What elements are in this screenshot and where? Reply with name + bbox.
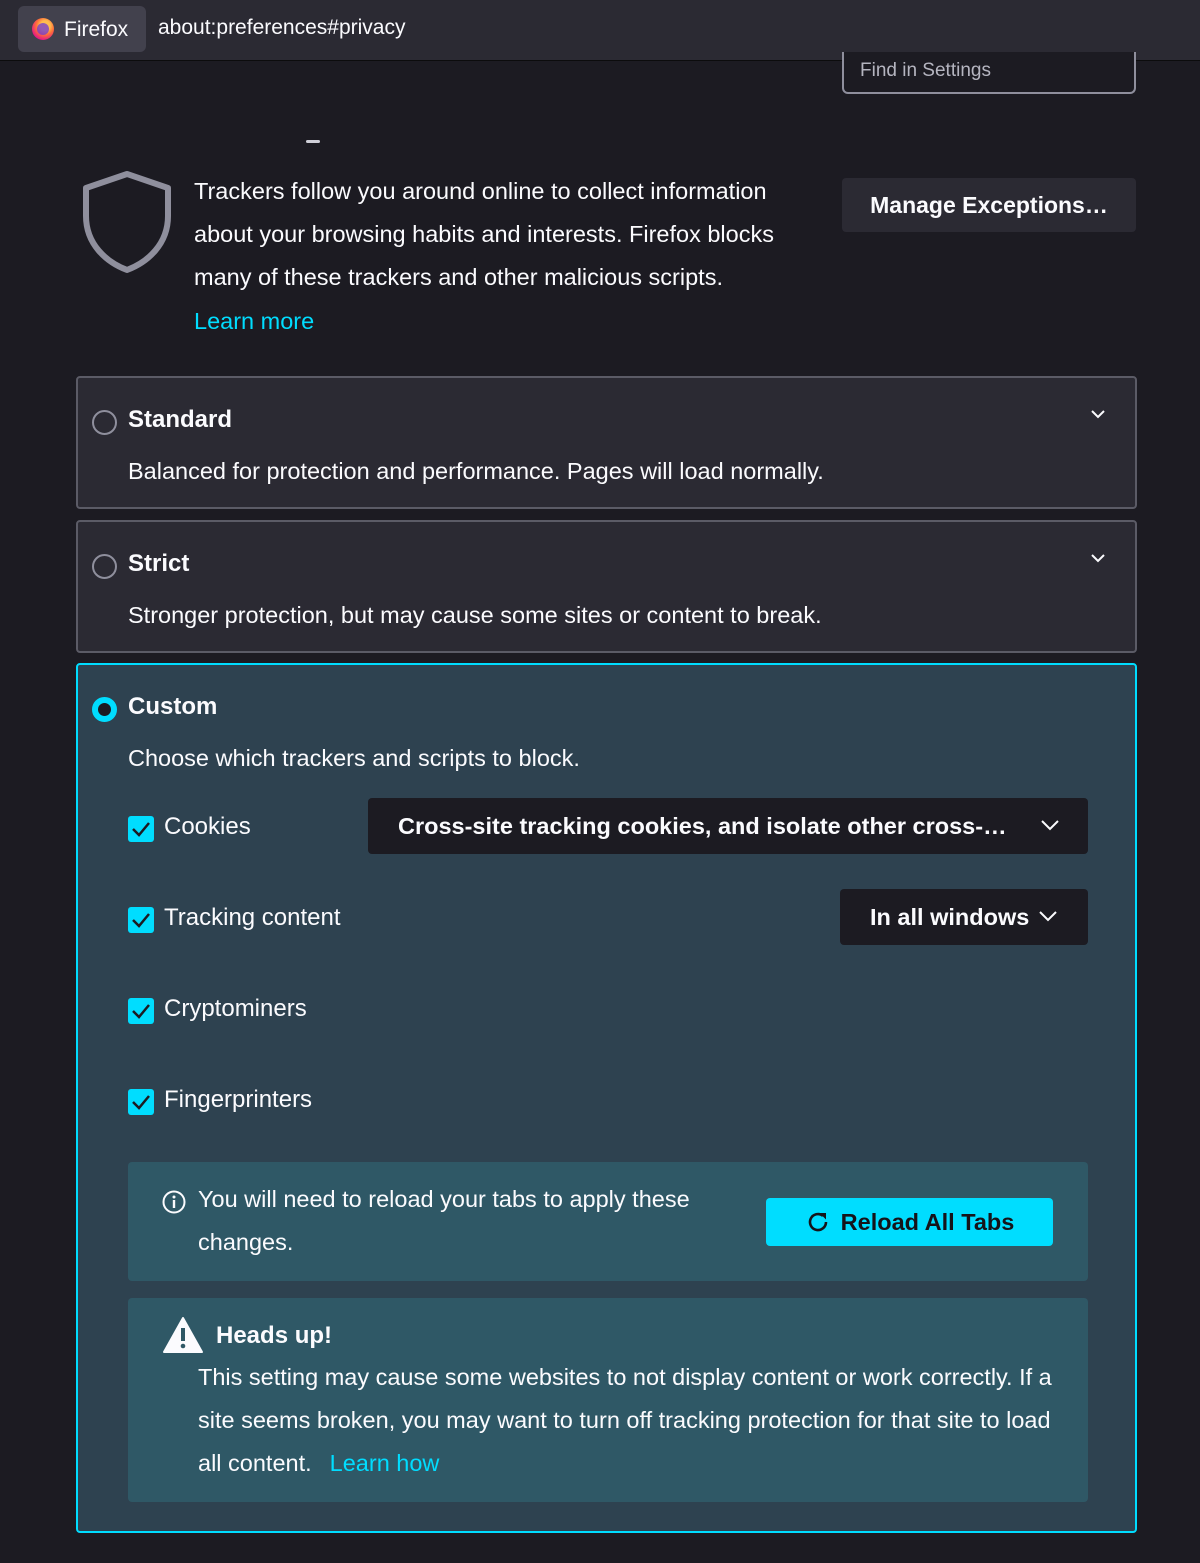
identity-button[interactable] <box>18 6 146 52</box>
settings-search[interactable] <box>842 52 1136 94</box>
option-label: Cookies <box>164 813 251 840</box>
warning-text-block <box>198 1356 1068 1485</box>
tracking-protection-description: Trackers follow you around online to collect information about your browsing habits and interests. Firefox blocks many of these trackers and other malicious scripts. <box>194 178 774 290</box>
mode-title: Custom <box>128 693 218 720</box>
reload-icon <box>805 1209 831 1235</box>
shield-icon <box>78 168 176 276</box>
radio-custom[interactable] <box>92 697 117 722</box>
learn-how-link[interactable]: Learn how <box>329 1450 440 1476</box>
select-value: Cross-site tracking cookies, and isolate other cross-… <box>398 813 1007 839</box>
manage-exceptions-button[interactable]: Manage Exceptions… <box>842 178 1136 232</box>
warning-title: Heads up! <box>216 1322 333 1349</box>
info-icon <box>162 1190 186 1214</box>
reload-notice <box>128 1162 1088 1281</box>
clipped-heading-fragment <box>306 140 320 143</box>
firefox-logo-icon <box>32 18 54 40</box>
chevron-down-icon <box>1040 818 1060 832</box>
option-label: Cryptominers <box>164 995 307 1022</box>
cookies-checkbox[interactable] <box>128 816 154 842</box>
radio-standard[interactable] <box>92 410 117 435</box>
mode-card-standard[interactable] <box>76 376 1137 509</box>
tracking-content-checkbox[interactable] <box>128 907 154 933</box>
reload-all-tabs-label: Reload All Tabs <box>840 1208 1015 1235</box>
reload-all-tabs-button[interactable] <box>766 1198 1053 1246</box>
heads-up-warning <box>128 1298 1088 1502</box>
mode-card-strict[interactable] <box>76 520 1137 653</box>
checkmark-icon <box>131 820 151 838</box>
select-value: In all windows <box>870 904 1030 930</box>
cookies-select[interactable] <box>368 798 1088 854</box>
mode-card-custom[interactable] <box>76 663 1137 1533</box>
checkmark-icon <box>131 911 151 929</box>
mode-title: Standard <box>128 406 233 433</box>
chevron-down-icon[interactable] <box>1089 552 1107 564</box>
option-label: Fingerprinters <box>164 1086 313 1113</box>
tracking-content-select[interactable] <box>840 889 1088 945</box>
url-text[interactable]: about:preferences#privacy <box>158 16 406 39</box>
checkmark-icon <box>131 1093 151 1111</box>
learn-more-link[interactable]: Learn more <box>194 308 315 334</box>
option-label: Tracking content <box>164 904 341 931</box>
reload-notice-text: You will need to reload your tabs to apply these changes. <box>198 1186 690 1255</box>
identity-label: Firefox <box>64 18 129 41</box>
mode-description: Balanced for protection and performance. Pages will load normally. <box>128 458 824 484</box>
checkmark-icon <box>131 1002 151 1020</box>
mode-title: Strict <box>128 550 190 577</box>
cryptominers-checkbox[interactable] <box>128 998 154 1024</box>
warning-text: This setting may cause some websites to not display content or work correctly. If a site seems broken, you may want to turn off tracking protection for that site to load all content. <box>198 1364 1052 1476</box>
warning-icon <box>162 1316 204 1354</box>
chevron-down-icon[interactable] <box>1089 408 1107 420</box>
mode-description: Stronger protection, but may cause some sites or content to break. <box>128 602 822 628</box>
search-input[interactable] <box>858 58 1122 84</box>
fingerprinters-checkbox[interactable] <box>128 1089 154 1115</box>
mode-description: Choose which trackers and scripts to block. <box>128 745 580 771</box>
chevron-down-icon <box>1038 909 1058 923</box>
radio-strict[interactable] <box>92 554 117 579</box>
